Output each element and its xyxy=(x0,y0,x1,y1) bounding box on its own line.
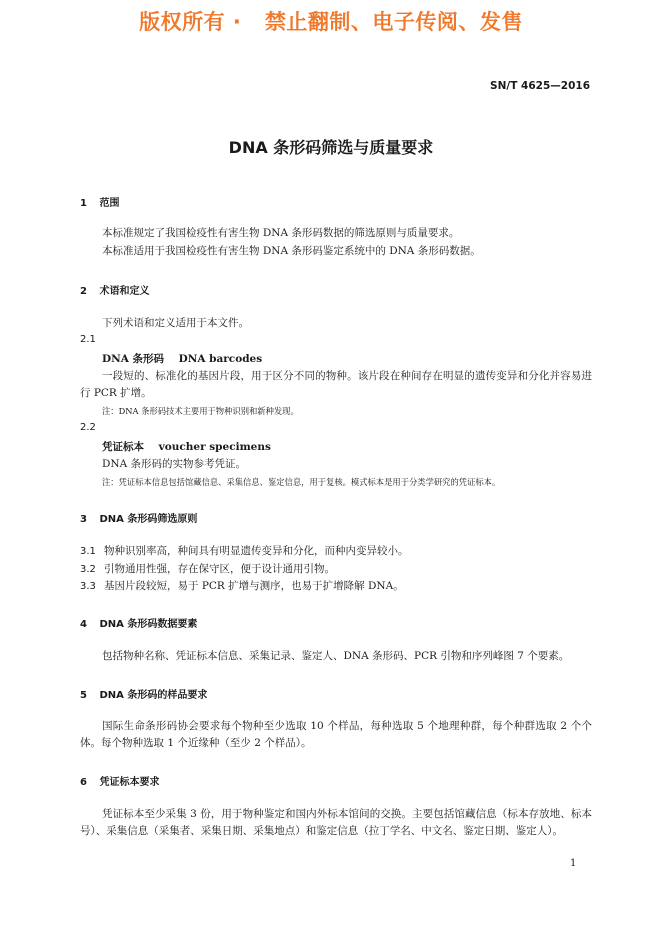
item-number: 3.2 xyxy=(80,564,96,575)
term-2-2-note: 注：凭证标本信息包括馆藏信息、采集信息、鉴定信息，用于复核。模式标本是用于分类学研究的凭证标本。 xyxy=(102,477,501,487)
section-2-heading xyxy=(80,282,149,297)
section-5-heading xyxy=(80,686,207,701)
item-text: 引物通用性强，存在保守区，便于设计通用引物。 xyxy=(104,563,335,575)
term-2-2-number: 2.2 xyxy=(80,422,96,433)
term-2-2-definition: DNA 条形码的实物参考凭证。 xyxy=(102,458,247,470)
item-number: 3.3 xyxy=(80,581,96,592)
section-title: 凭证标本要求 xyxy=(99,777,160,788)
section-title: 术语和定义 xyxy=(99,286,150,297)
section-number: 6 xyxy=(80,777,87,788)
list-item xyxy=(80,543,409,558)
term-2-1-note: 注：DNA 条形码技术主要用于物种识别和新种发现。 xyxy=(102,406,299,416)
document-title: DNA 条形码筛选与质量要求 xyxy=(228,138,434,157)
list-item xyxy=(80,578,404,593)
section-number: 1 xyxy=(80,198,87,209)
term-2-1-number: 2.1 xyxy=(80,334,96,345)
item-text: 基因片段较短，易于 PCR 扩增与测序，也易于扩增降解 DNA。 xyxy=(104,580,404,592)
standard-number: SN/T 4625—2016 xyxy=(490,80,590,92)
section-number: 3 xyxy=(80,514,87,525)
section-4-heading xyxy=(80,615,197,630)
list-item xyxy=(80,561,335,576)
term-2-1-definition: 一段短的、标准化的基因片段，用于区分不同的物种。该片段在种间存在明显的遗传变异和分化并容易进行 PCR 扩增。 xyxy=(80,370,592,399)
term-2-1-name: DNA 条形码 DNA barcodes xyxy=(102,353,263,365)
section-3-heading xyxy=(80,510,197,525)
section-number: 4 xyxy=(80,619,87,630)
section-number: 5 xyxy=(80,690,87,701)
section-1-para-1: 本标准规定了我国检疫性有害生物 DNA 条形码数据的筛选原则与质量要求。 xyxy=(102,227,460,239)
item-number: 3.1 xyxy=(80,546,96,557)
copyright-banner: 版权所有 · 禁止翻制、电子传阅、发售 xyxy=(139,10,523,34)
section-1-heading xyxy=(80,194,119,209)
section-4-para: 包括物种名称、凭证标本信息、采集记录、鉴定人、DNA 条形码、PCR 引物和序列峰图 7 个要素。 xyxy=(102,650,570,662)
section-title: 范围 xyxy=(99,198,120,209)
section-title: DNA 条形码数据要素 xyxy=(99,619,198,630)
section-6-heading xyxy=(80,773,159,788)
section-5-para: 国际生命条形码协会要求每个物种至少选取 10 个样品，每种选取 5 个地理种群，每个种群选取 2 个个体。每个物种选取 1 个近缘种（至少 2 个样品）。 xyxy=(80,720,592,749)
term-2-2-name: 凭证标本 voucher specimens xyxy=(102,441,271,453)
section-title: DNA 条形码筛选原则 xyxy=(99,514,198,525)
page-number: 1 xyxy=(570,858,577,869)
section-2-intro: 下列术语和定义适用于本文件。 xyxy=(102,317,249,329)
section-6-para: 凭证标本至少采集 3 份，用于物种鉴定和国内外标本馆间的交换。主要包括馆藏信息（标本存放地、标本号）、采集信息（采集者、采集日期、采集地点）和鉴定信息（拉丁学名、中文名、鉴定日期、鉴定人）。 xyxy=(80,808,592,837)
item-text: 物种识别率高，种间具有明显遗传变异和分化，而种内变异较小。 xyxy=(104,545,409,557)
section-number: 2 xyxy=(80,286,87,297)
section-title: DNA 条形码的样品要求 xyxy=(99,690,208,701)
section-1-para-2: 本标准适用于我国检疫性有害生物 DNA 条形码鉴定系统中的 DNA 条形码数据。 xyxy=(102,245,481,257)
